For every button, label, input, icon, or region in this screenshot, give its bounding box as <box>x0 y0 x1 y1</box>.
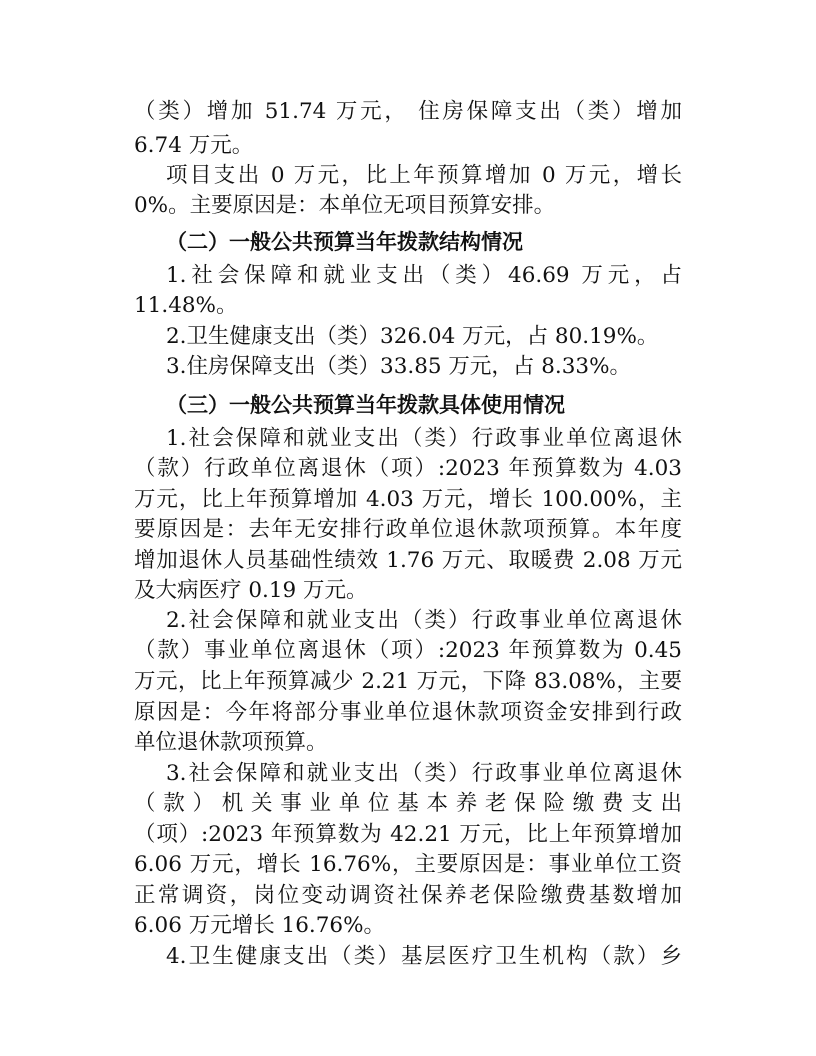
text-line: 原因是：今年将部分事业单位退休款项资金安排到行政 <box>134 700 682 725</box>
text-line: 6.06 万元增长 16.76%。 <box>134 913 386 938</box>
text-line: 0%。主要原因是：本单位无项目预算安排。 <box>134 193 556 218</box>
text-line: （款）事业单位离退休（项）:2023 年预算数为 0.45 <box>134 638 682 663</box>
text-line: 6.06 万元，增长 16.76%，主要原因是：事业单位工资 <box>134 852 682 877</box>
text-line: 6.74 万元。 <box>134 133 254 158</box>
text-line: （项）:2023 年预算数为 42.21 万元，比上年预算增加 <box>134 822 682 847</box>
text-line: 2.社会保障和就业支出（类）行政事业单位离退休 <box>166 608 682 633</box>
text-line: 1.社会保障和就业支出（类）46.69 万元，占 <box>166 263 682 288</box>
text-line: 及大病医疗 0.19 万元。 <box>134 578 368 603</box>
section-heading: （二）一般公共预算当年拨款结构情况 <box>166 230 523 254</box>
text-line: （款）机关事业单位基本养老保险缴费支出 <box>134 791 682 816</box>
text-line: （款）行政单位离退休（项）:2023 年预算数为 4.03 <box>134 456 682 481</box>
text-line: 万元，比上年预算增加 4.03 万元，增长 100.00%，主 <box>134 487 682 512</box>
text-line: 单位退休款项预算。 <box>134 730 328 755</box>
text-line: （类）增加 51.74 万元， 住房保障支出（类）增加 <box>134 99 682 124</box>
text-line: 要原因是：去年无安排行政单位退休款项预算。本年度 <box>134 517 682 542</box>
text-line: 项目支出 0 万元，比上年预算增加 0 万元，增长 <box>166 163 682 188</box>
text-line: 11.48%。 <box>134 293 238 318</box>
text-line: 4.卫生健康支出（类）基层医疗卫生机构（款）乡 <box>166 944 682 969</box>
text-line: 万元，比上年预算减少 2.21 万元，下降 83.08%，主要 <box>134 669 682 694</box>
text-line: 2.卫生健康支出（类）326.04 万元，占 80.19%。 <box>166 324 659 349</box>
section-heading: （三）一般公共预算当年拨款具体使用情况 <box>166 393 565 417</box>
text-line: 1.社会保障和就业支出（类）行政事业单位离退休 <box>166 426 682 451</box>
text-line: 3.住房保障支出（类）33.85 万元，占 8.33%。 <box>166 354 632 379</box>
text-line: 3.社会保障和就业支出（类）行政事业单位离退休 <box>166 761 682 786</box>
text-line: 增加退休人员基础性绩效 1.76 万元、取暖费 2.08 万元 <box>134 548 682 573</box>
text-line: 正常调资，岗位变动调资社保养老保险缴费基数增加 <box>134 883 682 908</box>
